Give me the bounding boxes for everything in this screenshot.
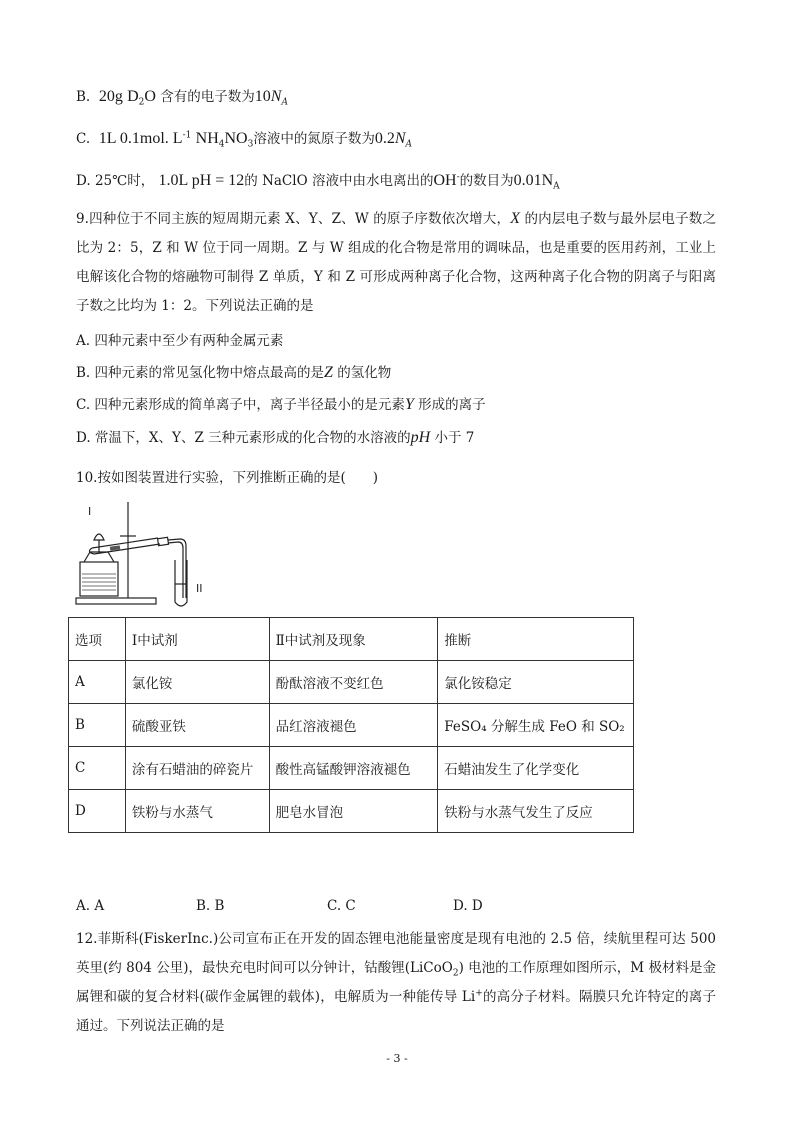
question-12-stem: 12.菲斯科(FiskerInc.)公司宣布正在开发的固态锂电池能量密度是现有电池的 2.5 倍，续航里程可达 500 英里(约 804 公里)，最快充电时间可以分钟计，钴酸锂(LiCoO$_2$) 电池的工作原理如图所示，M 极材料是金属锂和碳的复合材料(碳作金属锂的载体)，电解质为一种能传导 Li+的高分子材料。隔膜只允许特定的离子通过。下列说法正确的是 [76, 931, 717, 1034]
table-cell: 品红溶液褪色 [269, 704, 438, 747]
table-header-cell: Ⅰ中试剂 [125, 618, 269, 661]
table-cell: 酸性高锰酸钾溶液褪色 [269, 747, 438, 790]
table-header-row [69, 618, 634, 661]
experiment-apparatus-diagram [70, 500, 220, 612]
table-cell: 氯化铵 [125, 661, 269, 704]
tube-label-i: I [88, 505, 92, 518]
q9-option-a: A. 四种元素中至少有两种金属元素 [76, 333, 284, 349]
table-cell: A [69, 661, 126, 704]
table-row [69, 747, 634, 790]
answer-option-a: A. A [76, 898, 105, 914]
table-cell: D [69, 790, 126, 833]
q9-option-c: C. 四种元素形成的简单离子中，离子半径最小的是元素Y 形成的离子 [76, 396, 486, 413]
answer-option-b: B. B [196, 898, 225, 914]
experiment-table [68, 617, 634, 833]
table-cell: 铁粉与水蒸气发生了反应 [438, 790, 634, 833]
table-row [69, 704, 634, 747]
q8-option-c: C. 1L 0.1mol. $L^{-1}$ $NH_4NO_3$溶液中的氮原子数为$0.2N_A$ [76, 130, 413, 150]
table-row [69, 790, 634, 833]
table-header-cell: 推断 [438, 618, 634, 661]
table-cell: B [69, 704, 126, 747]
table-header-cell: 选项 [69, 618, 126, 661]
page-number: - 3 - [386, 1052, 408, 1065]
table-cell: C [69, 747, 126, 790]
table-cell: 酚酞溶液不变红色 [269, 661, 438, 704]
table-header-cell: Ⅱ中试剂及现象 [269, 618, 438, 661]
q9-option-b: B. 四种元素的常见氢化物中熔点最高的是Z 的氢化物 [76, 364, 392, 381]
table-cell: 石蜡油发生了化学变化 [438, 747, 634, 790]
table-row [69, 661, 634, 704]
table-cell: 涂有石蜡油的碎瓷片 [125, 747, 269, 790]
q8-option-b: B. 20g $D_2O$ 含有的电子数为$10N_A$ [76, 88, 288, 108]
question-9-stem: 9.四种位于不同主族的短周期元素 X、Y、Z、W 的原子序数依次增大，X 的内层电子数与最外层电子数之比为 2：5，Z 和 W 位于同一周期。Z 与 W 组成的化合物是常用的调味品，也是重要的医用药剂，工业上电解该化合物的熔融物可制得 Z 单质，Y 和 Z 可形成两种离子化合物，这两种离子化合物的阴离子与阳离子数之比均为 1：2。下列说法正确的是 [76, 210, 716, 314]
table-cell: FeSO₄ 分解生成 FeO 和 SO₂ [438, 704, 634, 747]
table-cell: 肥皂水冒泡 [269, 790, 438, 833]
q8-option-d: D. 25℃时， 1.0L pH = 12的 NaClO 溶液中由水电离出的OH-的数目为$0.01N_A$ [76, 172, 560, 192]
tube-label-ii: II [196, 582, 203, 595]
table-cell: 氯化铵稳定 [438, 661, 634, 704]
table-cell: 铁粉与水蒸气 [125, 790, 269, 833]
question-10-stem: 10.按如图装置进行实验，下列推断正确的是( ) [76, 470, 379, 486]
table-cell: 硫酸亚铁 [125, 704, 269, 747]
answer-option-d: D. D [453, 898, 483, 914]
answer-option-c: C. C [327, 898, 356, 914]
q9-option-d: D. 常温下，X、Y、Z 三种元素形成的化合物的水溶液的pH 小于 7 [76, 429, 475, 446]
